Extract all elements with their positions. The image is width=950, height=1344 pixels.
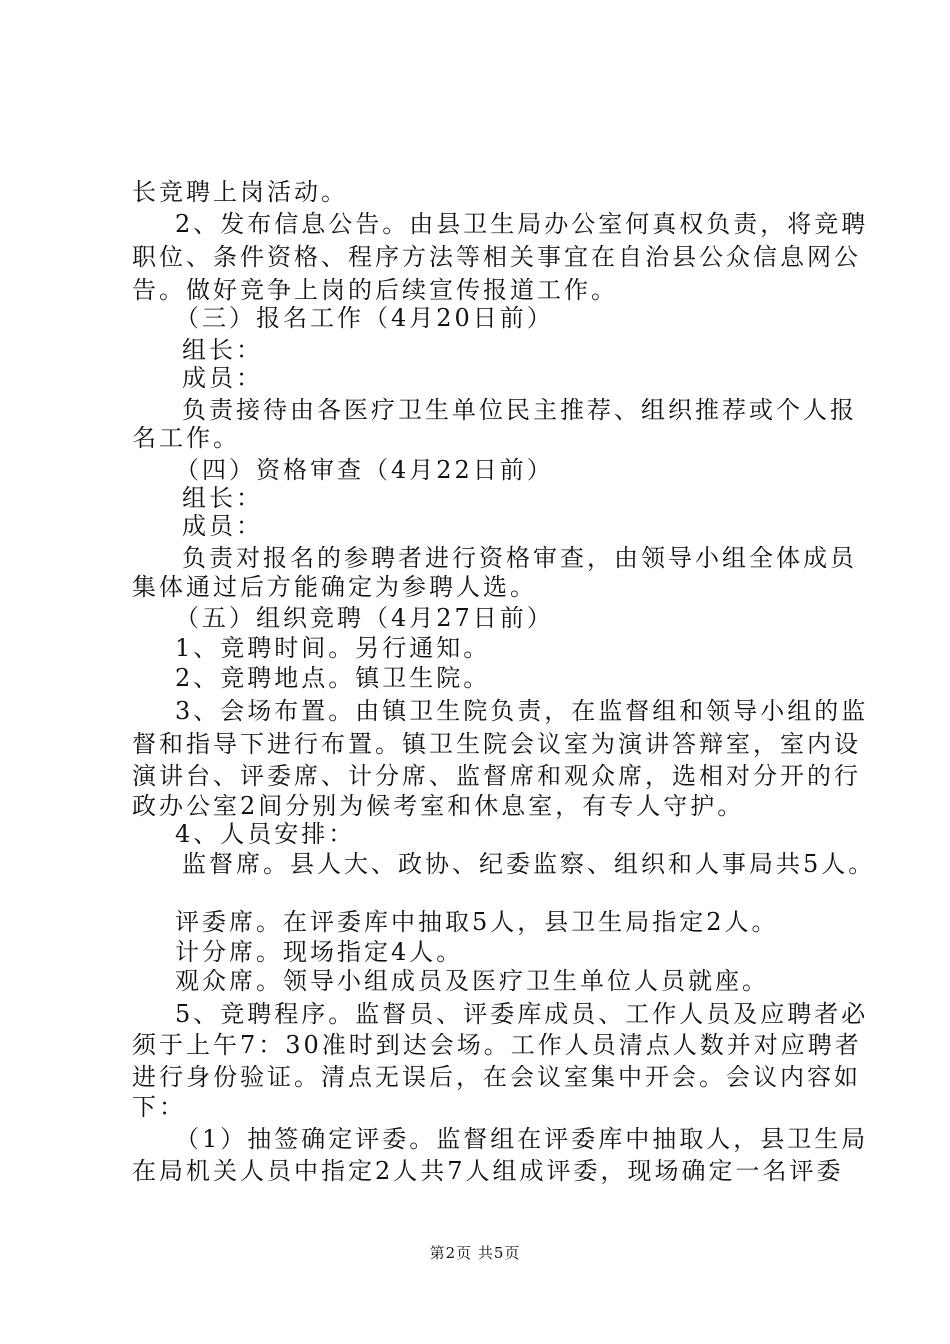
text-line: 进行身份验证。清点无误后，在会议室集中开会。会议内容如 [132,1063,861,1091]
text-line: 计分席。现场指定4人。 [175,938,464,966]
text-line: 负责对报名的参聘者进行资格审查，由领导小组全体成员 [182,544,857,572]
text-line: 名工作。 [132,424,240,452]
page-number-footer: 第2页 共5页 [429,1244,521,1262]
text-line: 演讲台、评委席、计分席、监督席和观众席，选相对分开的行 [132,762,861,790]
text-line: 组长： [182,336,263,364]
text-line: 下： [132,1093,186,1121]
text-line: 在局机关人员中指定2人共7人组成评委，现场确定一名评委 [132,1157,844,1185]
text-line: 成员： [182,364,263,392]
text-line: 监督席。县人大、政协、纪委监察、组织和人事局共5人。 [182,850,876,878]
section-heading: （三）报名工作（4月20日前） [175,304,554,332]
text-line: 1、竞聘时间。另行通知。 [175,634,491,662]
text-line: 告。做好竞争上岗的后续宣传报道工作。 [132,276,618,304]
text-line: 评委席。在评委库中抽取5人，县卫生局指定2人。 [175,908,779,936]
section-heading: （四）资格审查（4月22日前） [175,456,554,484]
text-line: 观众席。领导小组成员及医疗卫生单位人员就座。 [175,967,769,995]
text-line: 2、竞聘地点。镇卫生院。 [175,664,491,692]
text-line: 4、人员安排： [175,820,356,848]
text-line: 3、会场布置。由镇卫生院负责，在监督组和领导小组的监 [175,697,869,725]
text-line: 组长： [182,484,263,512]
text-line: 成员： [182,512,263,540]
text-line: 督和指导下进行布置。镇卫生院会议室为演讲答辩室，室内设 [132,730,861,758]
text-line: 5、竞聘程序。监督员、评委库成员、工作人员及应聘者必 [175,1000,869,1028]
text-line: 职位、条件资格、程序方法等相关事宜在自治县公众信息网公 [132,243,861,271]
text-line: 负责接待由各医疗卫生单位民主推荐、组织推荐或个人报 [182,396,857,424]
text-line: 2、发布信息公告。由县卫生局办公室何真权负责，将竞聘 [175,210,869,238]
text-line: 须于上午7：30准时到达会场。工作人员清点人数并对应聘者 [132,1031,862,1059]
section-heading: （五）组织竞聘（4月27日前） [175,604,554,632]
text-line: 政办公室2间分别为候考室和休息室，有专人守护。 [132,792,745,820]
text-line: 集体通过后方能确定为参聘人选。 [132,573,537,601]
text-line: （1）抽签确定评委。监督组在评委库中抽取人，县卫生局 [175,1125,869,1153]
text-line: 长竞聘上岗活动。 [132,178,348,206]
